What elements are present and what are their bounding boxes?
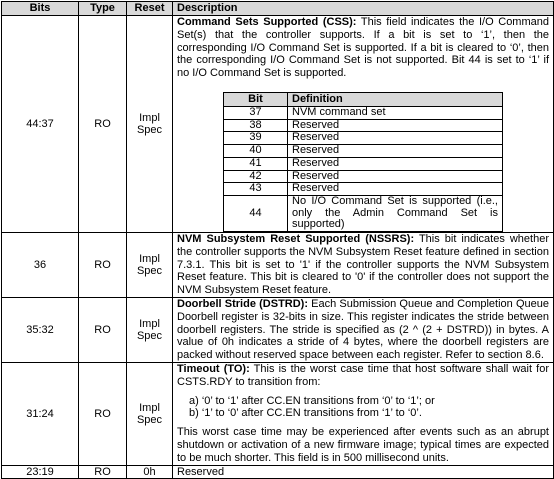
table-row-dstrd xyxy=(2,298,554,363)
subtable-row xyxy=(224,183,503,196)
bits-cell: 35:32 xyxy=(2,298,79,363)
field-title: Doorbell Stride (DSTRD): xyxy=(177,298,308,310)
subtable-definition: Reserved xyxy=(288,119,503,132)
bits-cell: 36 xyxy=(2,233,79,298)
bits-cell: 23:19 xyxy=(2,465,79,478)
bit-definition-subtable xyxy=(223,92,503,232)
description-paragraph-2: This worst case time may be experienced after events such as an abrupt shutdown or activation of a new firmware image; typical times are expected to be much shorter. This field is in 500 millisecond units. xyxy=(177,426,549,464)
field-text: This is the worst case time that host software shall wait for CSTS.RDY to transition from: xyxy=(177,362,549,388)
subtable-bit: 37 xyxy=(224,106,288,119)
description-paragraph xyxy=(177,298,549,362)
list-item-b: b) ‘1’ to ‘0’ after CC.EN transitions from ‘1’ to ‘0’. xyxy=(189,407,422,420)
header-type: Type xyxy=(79,2,127,16)
subtable-row xyxy=(224,132,503,145)
subtable-definition: Reserved xyxy=(288,157,503,170)
subtable-row xyxy=(224,119,503,132)
subtable-bit: 39 xyxy=(224,132,288,145)
header-reset: Reset xyxy=(127,2,173,16)
description-paragraph xyxy=(177,16,549,80)
subtable-row xyxy=(224,145,503,158)
subtable-header-row xyxy=(224,92,503,106)
type-cell: RO xyxy=(79,16,127,233)
field-title: NVM Subsystem Reset Supported (NSSRS): xyxy=(177,233,415,246)
subtable-bit: 40 xyxy=(224,145,288,158)
register-definition-table-container xyxy=(1,1,553,479)
subtable-definition: No I/O Command Set is supported (i.e., only the Admin Command Set is supported) xyxy=(288,195,503,231)
description-cell: Reserved xyxy=(173,465,554,478)
table-row-reserved xyxy=(2,465,554,478)
reset-line-2: Spec xyxy=(136,265,163,277)
subtable-row xyxy=(224,170,503,183)
header-description: Description xyxy=(173,2,554,16)
reset-cell: 0h xyxy=(127,465,173,478)
subtable-definition: Reserved xyxy=(288,132,503,145)
reset-cell xyxy=(127,362,173,465)
reset-line-1: Impl xyxy=(139,253,160,265)
field-text: This bit indicates whether the controller supports the NVM Subsystem Reset feature defined in section 7.3.1. This bit is set to '1' if the controller supports the NVM Subsystem Reset feature. This bit is cleared to '0' if the controller does not support the NVM Subsystem Reset feature. xyxy=(177,233,549,297)
subtable-definition: Reserved xyxy=(288,183,503,196)
type-cell: RO xyxy=(79,233,127,298)
field-title: Timeout (TO): xyxy=(177,362,250,375)
reset-cell xyxy=(127,298,173,363)
header-bits: Bits xyxy=(2,2,79,16)
description-cell xyxy=(173,233,554,298)
description-paragraph xyxy=(177,233,549,297)
subtable-definition: Reserved xyxy=(288,145,503,158)
bits-cell: 44:37 xyxy=(2,16,79,233)
reset-line-2: Spec xyxy=(136,413,163,426)
subtable-definition: NVM command set xyxy=(288,106,503,119)
subtable-bit: 42 xyxy=(224,170,288,183)
subtable-row xyxy=(224,195,503,231)
table-row-timeout xyxy=(2,362,554,465)
subtable-header-definition: Definition xyxy=(288,92,503,106)
description-cell xyxy=(173,298,554,363)
subtable-bit: 38 xyxy=(224,119,288,132)
description-cell xyxy=(173,362,554,465)
field-text: Each Submission Queue and Completion Queue Doorbell register is 32-bits in size. This register indicates the stride between doorbell registers. The stride is specified as (2 ^ (2 + DSTRD)) in bytes. A value of 0h indicates a stride of 4 bytes, where the doorbell registers are packed without reserved space between each register. Refer to section 8.6. xyxy=(177,298,549,362)
subtable-bit: 43 xyxy=(224,183,288,196)
type-cell: RO xyxy=(79,362,127,465)
subtable-row xyxy=(224,106,503,119)
list-item-a: a) ‘0’ to ‘1’ after CC.EN transitions from ‘0’ to ‘1’; or xyxy=(189,394,435,407)
table-row-css xyxy=(2,16,554,233)
reset-line-1: Impl xyxy=(139,317,160,330)
reset-cell xyxy=(127,16,173,233)
bits-cell: 31:24 xyxy=(2,362,79,465)
description-paragraph xyxy=(177,363,549,389)
reset-line-1: Impl xyxy=(139,401,160,414)
subtable-row xyxy=(224,157,503,170)
subtable-definition: Reserved xyxy=(288,170,503,183)
reset-cell xyxy=(127,233,173,298)
type-cell: RO xyxy=(79,298,127,363)
reset-line-2: Spec xyxy=(136,124,163,136)
description-cell xyxy=(173,16,554,233)
register-definition-table xyxy=(1,1,554,479)
reset-line-2: Spec xyxy=(136,329,163,342)
field-text: This field indicates the I/O Command Set(s) that the controller supports. If a bit is set to ‘1’, then the corresponding I/O Command Set is supported. If a bit is cleared to ‘0’, then the corresponding I/O Command Set is not supported. Bit 44 is set to ‘1’ if no I/O Command Set is supported. xyxy=(177,16,549,80)
header-row xyxy=(2,2,554,16)
type-cell: RO xyxy=(79,465,127,478)
subtable-bit: 41 xyxy=(224,157,288,170)
reset-line-1: Impl xyxy=(139,112,160,124)
subtable-bit: 44 xyxy=(224,195,288,231)
subtable-header-bit: Bit xyxy=(224,92,288,106)
field-title: Command Sets Supported (CSS): xyxy=(177,16,357,28)
table-row-nssrs xyxy=(2,233,554,298)
